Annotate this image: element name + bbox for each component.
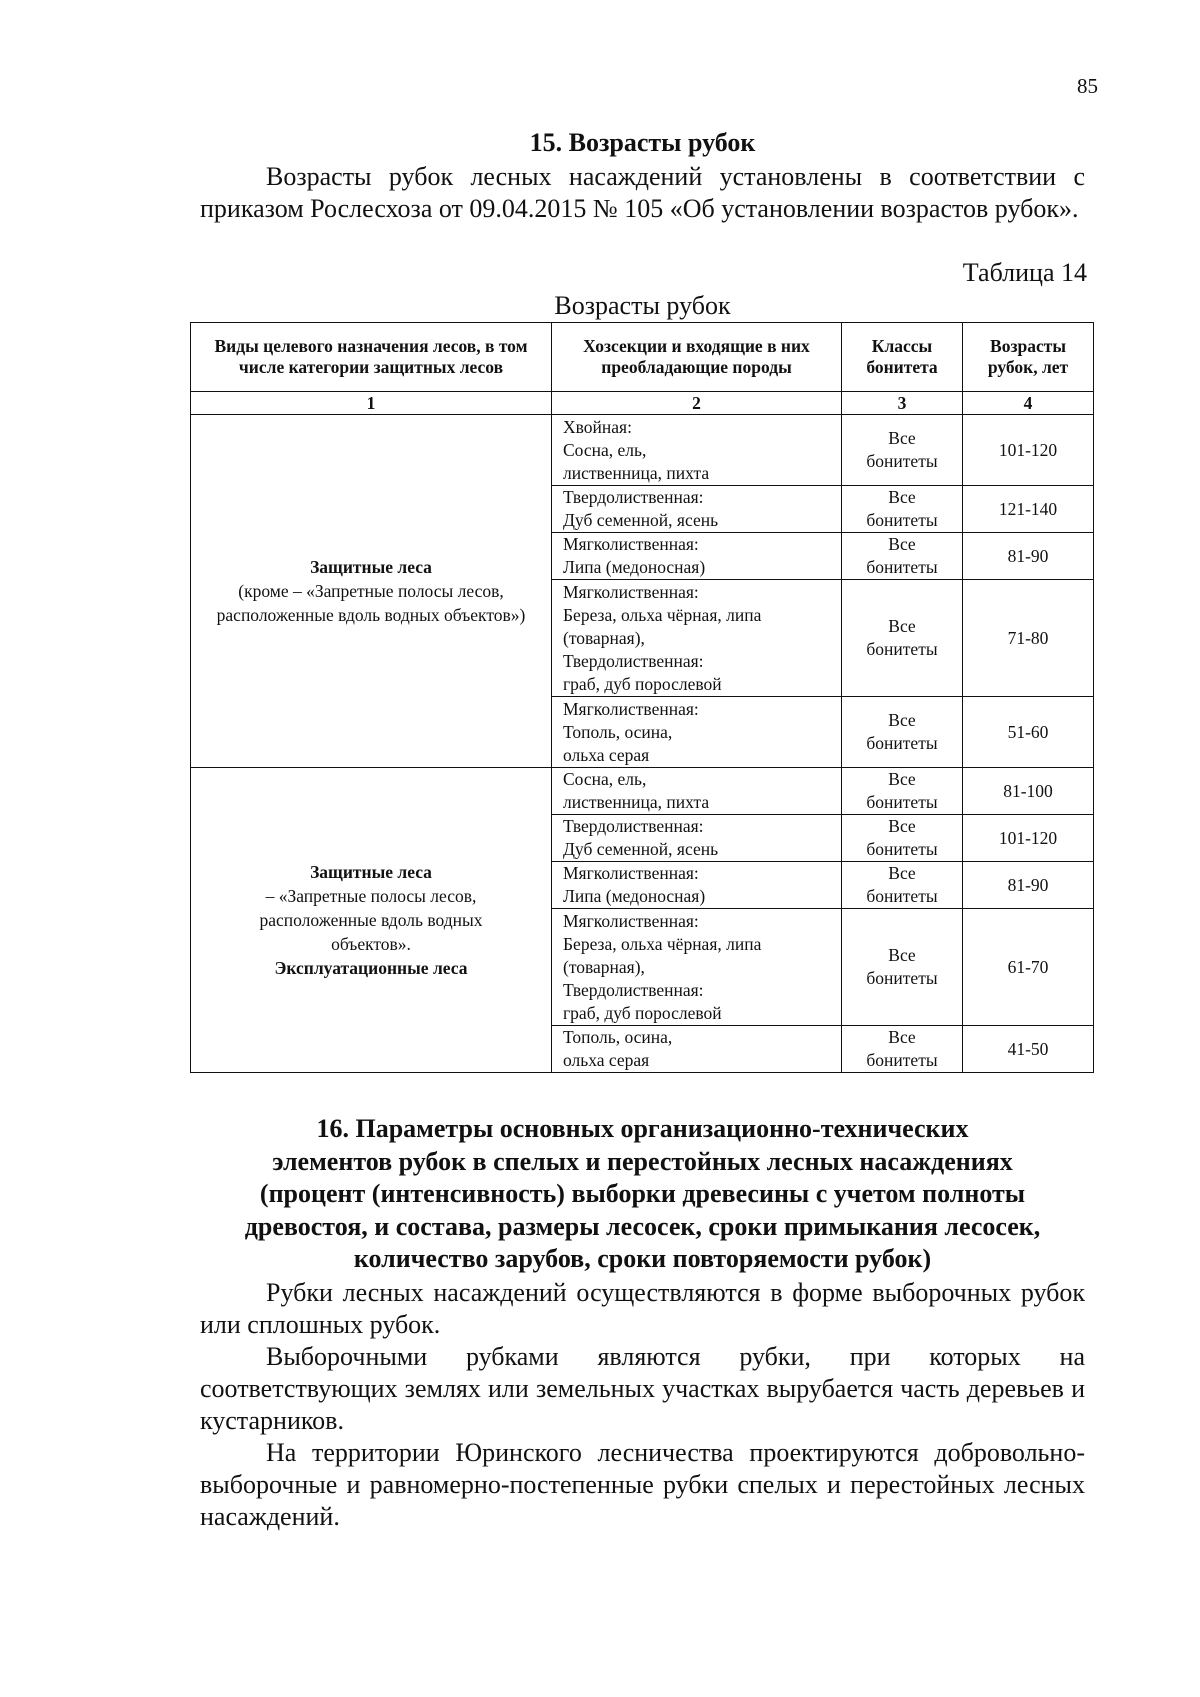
table-body bbox=[191, 415, 1094, 1073]
header-purpose: Виды целевого назначения лесов, в том числе категории защитных лесов bbox=[191, 323, 552, 392]
bonitet-cell: Все бонитеты bbox=[842, 862, 963, 909]
header-age: Возрасты рубок, лет bbox=[963, 323, 1094, 392]
section-16-title bbox=[190, 1113, 1095, 1276]
intro-text: Возрасты рубок лесных насаждений установлены в соответствии с приказом Рослесхоза от 09.04.2015 № 105 «Об установлении возрастов рубок». bbox=[200, 162, 1085, 223]
section-16-title-line: количество зарубов, сроки повторяемости рубок) bbox=[353, 1244, 932, 1273]
cutting-age-cell: 81-90 bbox=[963, 862, 1094, 909]
species-cell: Тополь, осина, ольха серая bbox=[552, 1026, 842, 1073]
column-number: 4 bbox=[963, 392, 1094, 415]
cutting-age-cell: 51-60 bbox=[963, 697, 1094, 768]
species-cell: Твердолиственная: Дуб семенной, ясень bbox=[552, 486, 842, 533]
paragraph bbox=[200, 1437, 1085, 1533]
column-number: 3 bbox=[842, 392, 963, 415]
paragraph-text: На территории Юринского лесничества проектируются добровольно-выборочные и равномерно-постепенные рубки спелых и перестойных лесных насаждений. bbox=[200, 1438, 1085, 1531]
forest-category-description: – «Запретные полосы лесов, расположенные вдоль водных объектов». bbox=[259, 886, 483, 954]
section-16-title-line: элементов рубок в спелых и перестойных лесных насаждениях bbox=[272, 1146, 1013, 1176]
bonitet-cell: Все бонитеты bbox=[842, 580, 963, 697]
paragraph bbox=[200, 1277, 1085, 1341]
cutting-age-cell: 101-120 bbox=[963, 415, 1094, 486]
bonitet-cell: Все бонитеты bbox=[842, 909, 963, 1026]
bonitet-cell: Все бонитеты bbox=[842, 486, 963, 533]
bonitet-cell: Все бонитеты bbox=[842, 697, 963, 768]
cutting-age-cell: 81-100 bbox=[963, 768, 1094, 815]
section-15-title: 15. Возрасты рубок bbox=[529, 128, 756, 157]
bonitet-cell: Все бонитеты bbox=[842, 815, 963, 862]
table-row bbox=[191, 415, 1094, 486]
paragraph bbox=[200, 1341, 1085, 1437]
cutting-age-cell: 61-70 bbox=[963, 909, 1094, 1026]
cutting-age-cell: 121-140 bbox=[963, 486, 1094, 533]
bonitet-cell: Все бонитеты bbox=[842, 415, 963, 486]
species-cell: Сосна, ель, лиственница, пихта bbox=[552, 768, 842, 815]
forest-category-bold: Защитные леса bbox=[310, 862, 432, 882]
cutting-age-cell: 101-120 bbox=[963, 815, 1094, 862]
section-16-title-line: (процент (интенсивность) выборки древесины с учетом полноты bbox=[259, 1179, 1026, 1208]
paragraph-text: Рубки лесных насаждений осуществляются в форме выборочных рубок или сплошных рубок. bbox=[200, 1278, 1085, 1339]
forest-category-bold: Защитные леса bbox=[310, 557, 432, 577]
species-cell: Мягколиственная: Тополь, осина, ольха серая bbox=[552, 697, 842, 768]
bonitet-cell: Все бонитеты bbox=[842, 1026, 963, 1073]
forest-category-cell bbox=[191, 768, 552, 1073]
column-numbers-row bbox=[191, 392, 1094, 415]
forest-category-cell bbox=[191, 415, 552, 768]
forest-category-description: (кроме – «Запретные полосы лесов, расположенные вдоль водных объектов») bbox=[216, 581, 526, 625]
table-header-row bbox=[191, 323, 1094, 392]
cutting-age-cell: 41-50 bbox=[963, 1026, 1094, 1073]
table-title: Возрасты рубок bbox=[554, 291, 731, 320]
species-cell: Мягколиственная: Береза, ольха чёрная, липа (товарная), Твердолиственная: граб, дуб порослевой bbox=[552, 909, 842, 1026]
cutting-age-cell: 81-90 bbox=[963, 533, 1094, 580]
table-number: Таблица 14 bbox=[962, 258, 1087, 287]
species-cell: Мягколиственная: Береза, ольха чёрная, липа (товарная), Твердолиственная: граб, дуб порослевой bbox=[552, 580, 842, 697]
header-bonitet: Классы бонитета bbox=[842, 323, 963, 392]
column-number: 2 bbox=[552, 392, 842, 415]
section-15-intro bbox=[200, 161, 1085, 225]
bonitet-cell: Все бонитеты bbox=[842, 768, 963, 815]
bonitet-cell: Все бонитеты bbox=[842, 533, 963, 580]
header-species: Хозсекции и входящие в них преобладающие породы bbox=[552, 323, 842, 392]
page-number: 85 bbox=[1077, 74, 1098, 98]
cutting-age-cell: 71-80 bbox=[963, 580, 1094, 697]
table-row bbox=[191, 768, 1094, 815]
column-number: 1 bbox=[191, 392, 552, 415]
species-cell: Хвойная: Сосна, ель, лиственница, пихта bbox=[552, 415, 842, 486]
species-cell: Твердолиственная: Дуб семенной, ясень bbox=[552, 815, 842, 862]
forest-category-bold: Эксплуатационные леса bbox=[274, 958, 468, 978]
species-cell: Мягколиственная: Липа (медоносная) bbox=[552, 533, 842, 580]
cutting-ages-table bbox=[190, 322, 1094, 1073]
section-16-title-line: 16. Параметры основных организационно-технических bbox=[316, 1114, 969, 1143]
paragraph-text: Выборочными рубками являются рубки, при которых на соответствующих землях или земельных участках вырубается часть деревьев и кустарников. bbox=[200, 1342, 1085, 1435]
species-cell: Мягколиственная: Липа (медоносная) bbox=[552, 862, 842, 909]
section-16-title-line: древостоя, и состава, размеры лесосек, сроки примыкания лесосек, bbox=[244, 1211, 1041, 1241]
